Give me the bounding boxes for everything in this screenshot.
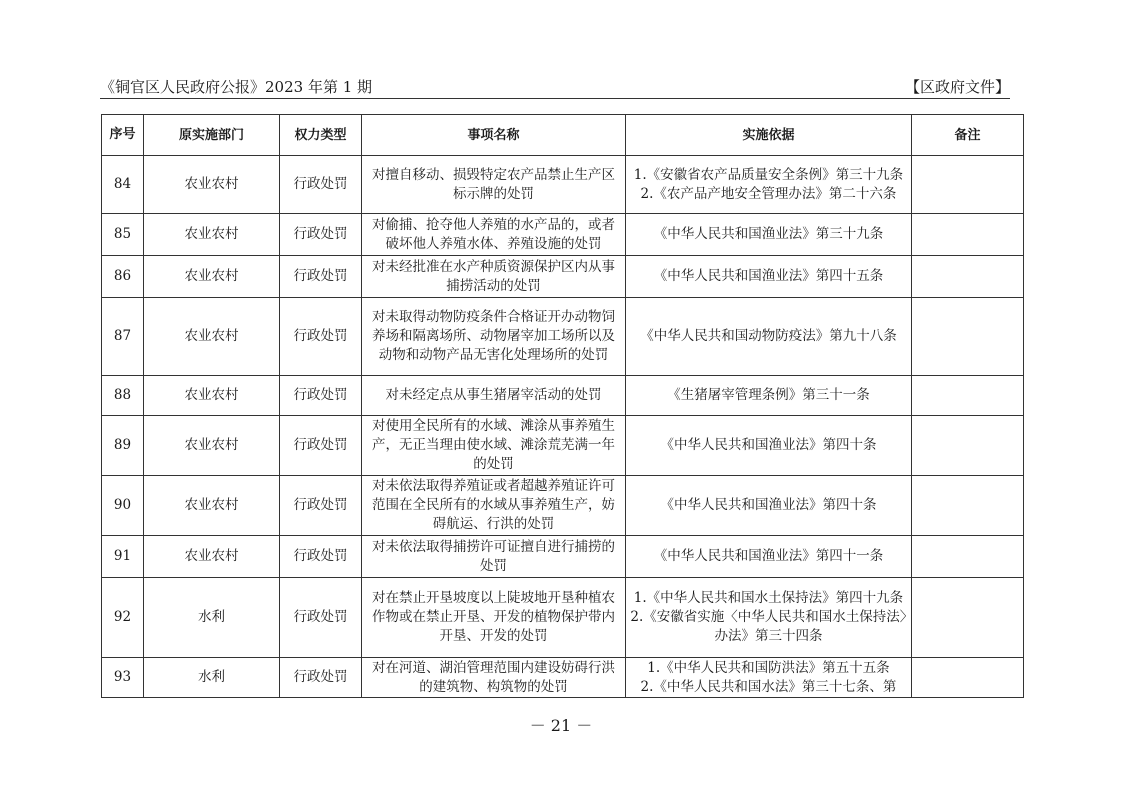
table-header-row xyxy=(102,115,1024,156)
cell-type: 行政处罚 xyxy=(280,298,362,376)
cell-no: 93 xyxy=(102,658,144,698)
cell-basis: 《中华人民共和国渔业法》第四十一条 xyxy=(626,536,912,578)
cell-basis: 1.《安徽省农产品质量安全条例》第三十九条 2.《农产品产地安全管理办法》第二十六条 xyxy=(626,156,912,214)
cell-note xyxy=(912,416,1024,476)
cell-dept: 农业农村 xyxy=(144,536,280,578)
cell-no: 90 xyxy=(102,476,144,536)
cell-name: 对在河道、湖泊管理范围内建设妨碍行洪的建筑物、构筑物的处罚 xyxy=(362,658,626,698)
bulletin-title: 《铜官区人民政府公报》2023 年第 1 期 xyxy=(100,78,373,96)
table-row xyxy=(102,156,1024,214)
cell-no: 91 xyxy=(102,536,144,578)
cell-note xyxy=(912,156,1024,214)
cell-note xyxy=(912,476,1024,536)
table-row xyxy=(102,578,1024,658)
column-header-type: 权力类型 xyxy=(280,115,362,156)
cell-basis: 《中华人民共和国动物防疫法》第九十八条 xyxy=(626,298,912,376)
column-header-dept: 原实施部门 xyxy=(144,115,280,156)
table-row xyxy=(102,416,1024,476)
cell-name: 对未取得动物防疫条件合格证开办动物饲养场和隔离场所、动物屠宰加工场所以及动物和动物产品无害化处理场所的处罚 xyxy=(362,298,626,376)
column-header-name: 事项名称 xyxy=(362,115,626,156)
cell-type: 行政处罚 xyxy=(280,578,362,658)
cell-no: 86 xyxy=(102,256,144,298)
cell-name: 对未依法取得捕捞许可证擅自进行捕捞的处罚 xyxy=(362,536,626,578)
cell-type: 行政处罚 xyxy=(280,214,362,256)
section-label: 【区政府文件】 xyxy=(904,78,1010,96)
cell-dept: 农业农村 xyxy=(144,156,280,214)
cell-no: 85 xyxy=(102,214,144,256)
cell-note xyxy=(912,256,1024,298)
table-row xyxy=(102,256,1024,298)
cell-name: 对未经批准在水产种质资源保护区内从事捕捞活动的处罚 xyxy=(362,256,626,298)
cell-name: 对在禁止开垦坡度以上陡坡地开垦种植农作物或在禁止开垦、开发的植物保护带内开垦、开发的处罚 xyxy=(362,578,626,658)
cell-dept: 农业农村 xyxy=(144,416,280,476)
cell-name: 对未经定点从事生猪屠宰活动的处罚 xyxy=(362,376,626,416)
cell-basis: 《中华人民共和国渔业法》第四十条 xyxy=(626,416,912,476)
column-header-basis: 实施依据 xyxy=(626,115,912,156)
cell-basis: 《中华人民共和国渔业法》第三十九条 xyxy=(626,214,912,256)
power-list-table xyxy=(101,114,1024,698)
cell-name: 对擅自移动、损毁特定农产品禁止生产区标示牌的处罚 xyxy=(362,156,626,214)
cell-no: 84 xyxy=(102,156,144,214)
cell-note xyxy=(912,536,1024,578)
cell-basis: 《生猪屠宰管理条例》第三十一条 xyxy=(626,376,912,416)
cell-dept: 农业农村 xyxy=(144,298,280,376)
cell-dept: 农业农村 xyxy=(144,256,280,298)
table-row xyxy=(102,658,1024,698)
table-row xyxy=(102,298,1024,376)
cell-note xyxy=(912,578,1024,658)
table-body xyxy=(102,156,1024,698)
header-divider xyxy=(100,98,1010,99)
cell-dept: 农业农村 xyxy=(144,376,280,416)
page-number: － 21 － xyxy=(529,716,593,735)
table-row xyxy=(102,214,1024,256)
cell-type: 行政处罚 xyxy=(280,658,362,698)
cell-type: 行政处罚 xyxy=(280,416,362,476)
cell-type: 行政处罚 xyxy=(280,256,362,298)
cell-basis: 《中华人民共和国渔业法》第四十五条 xyxy=(626,256,912,298)
cell-dept: 农业农村 xyxy=(144,214,280,256)
column-header-no: 序号 xyxy=(102,115,144,156)
cell-note xyxy=(912,298,1024,376)
cell-no: 88 xyxy=(102,376,144,416)
cell-no: 89 xyxy=(102,416,144,476)
cell-name: 对未依法取得养殖证或者超越养殖证许可范围在全民所有的水域从事养殖生产，妨碍航运、行洪的处罚 xyxy=(362,476,626,536)
cell-dept: 农业农村 xyxy=(144,476,280,536)
table-row xyxy=(102,376,1024,416)
cell-no: 92 xyxy=(102,578,144,658)
table-row xyxy=(102,536,1024,578)
cell-type: 行政处罚 xyxy=(280,376,362,416)
cell-note xyxy=(912,376,1024,416)
cell-note xyxy=(912,658,1024,698)
cell-dept: 水利 xyxy=(144,658,280,698)
cell-name: 对偷捕、抢夺他人养殖的水产品的，或者破坏他人养殖水体、养殖设施的处罚 xyxy=(362,214,626,256)
cell-note xyxy=(912,214,1024,256)
cell-basis: 1.《中华人民共和国防洪法》第五十五条 2.《中华人民共和国水法》第三十七条、第 xyxy=(626,658,912,698)
cell-no: 87 xyxy=(102,298,144,376)
cell-name: 对使用全民所有的水域、滩涂从事养殖生产，无正当理由使水域、滩涂荒芜满一年的处罚 xyxy=(362,416,626,476)
column-header-note: 备注 xyxy=(912,115,1024,156)
cell-type: 行政处罚 xyxy=(280,536,362,578)
document-header xyxy=(100,76,1010,98)
table-row xyxy=(102,476,1024,536)
cell-dept: 水利 xyxy=(144,578,280,658)
cell-basis: 《中华人民共和国渔业法》第四十条 xyxy=(626,476,912,536)
cell-type: 行政处罚 xyxy=(280,156,362,214)
cell-type: 行政处罚 xyxy=(280,476,362,536)
cell-basis: 1.《中华人民共和国水土保持法》第四十九条 2.《安徽省实施〈中华人民共和国水土保持法〉办法》第三十四条 xyxy=(626,578,912,658)
